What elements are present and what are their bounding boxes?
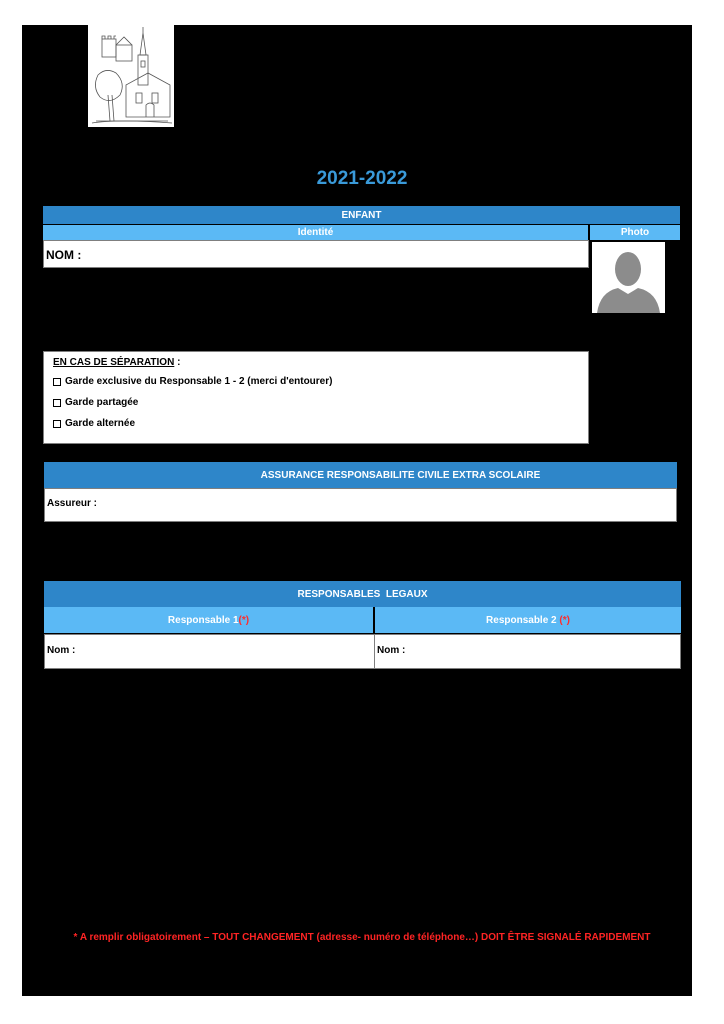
town-logo [88, 25, 174, 127]
identite-label: Identité [297, 227, 334, 238]
responsable-1-label: Responsable 1 [167, 614, 239, 626]
separation-title-suffix: : [174, 357, 181, 368]
castle-church-sketch-icon [88, 25, 174, 127]
enfant-section-title: ENFANT [341, 209, 382, 221]
required-mark: (*) [559, 614, 570, 626]
child-name-label: NOM : [46, 248, 82, 262]
school-year-title: 2021-2022 [316, 168, 408, 189]
responsable-2-header [375, 607, 681, 633]
assureur-label: Assureur : [47, 498, 98, 509]
photo-column-header [590, 225, 680, 240]
assurance-section-header [44, 462, 677, 488]
option-garde-exclusive[interactable] [53, 376, 332, 387]
responsable-1-name-field[interactable] [44, 634, 375, 669]
checkbox-icon[interactable] [53, 399, 61, 407]
responsable-1-name-label: Nom : [47, 645, 76, 656]
enfant-section-header [43, 206, 680, 224]
photo-label: Photo [620, 227, 650, 238]
person-silhouette-icon [592, 242, 665, 313]
required-mark: (*) [238, 614, 250, 626]
checkbox-icon[interactable] [53, 378, 61, 386]
checkbox-icon[interactable] [53, 420, 61, 428]
option-label: Garde alternée [65, 418, 136, 429]
responsables-section-header [44, 581, 681, 607]
responsables-section-title: RESPONSABLES LEGAUX [297, 588, 428, 600]
responsable-2-name-field[interactable] [374, 634, 681, 669]
assurance-section-title: ASSURANCE RESPONSABILITE CIVILE EXTRA SCOLAIRE [260, 469, 541, 481]
separation-box [43, 351, 589, 444]
mandatory-fields-note: * A remplir obligatoirement – TOUT CHANGEMENT (adresse- numéro de téléphone…) DOIT ÊTRE SIGNALÉ RAPIDEMENT [73, 932, 651, 943]
child-name-field[interactable] [43, 240, 589, 268]
responsable-1-header [44, 607, 373, 633]
separation-title-row [53, 357, 180, 368]
separation-title: EN CAS DE SÉPARATION [53, 357, 175, 368]
option-label: Garde partagée [65, 397, 139, 408]
option-garde-alternee[interactable] [53, 418, 135, 429]
responsable-2-name-label: Nom : [377, 645, 406, 656]
option-label: Garde exclusive du Responsable 1 - 2 (merci d'entourer) [65, 376, 333, 387]
responsable-2-label: Responsable 2 [486, 614, 557, 626]
assureur-field[interactable] [44, 488, 677, 522]
photo-placeholder[interactable] [592, 242, 665, 313]
option-garde-partagee[interactable] [53, 397, 138, 408]
identite-column-header [43, 225, 588, 240]
